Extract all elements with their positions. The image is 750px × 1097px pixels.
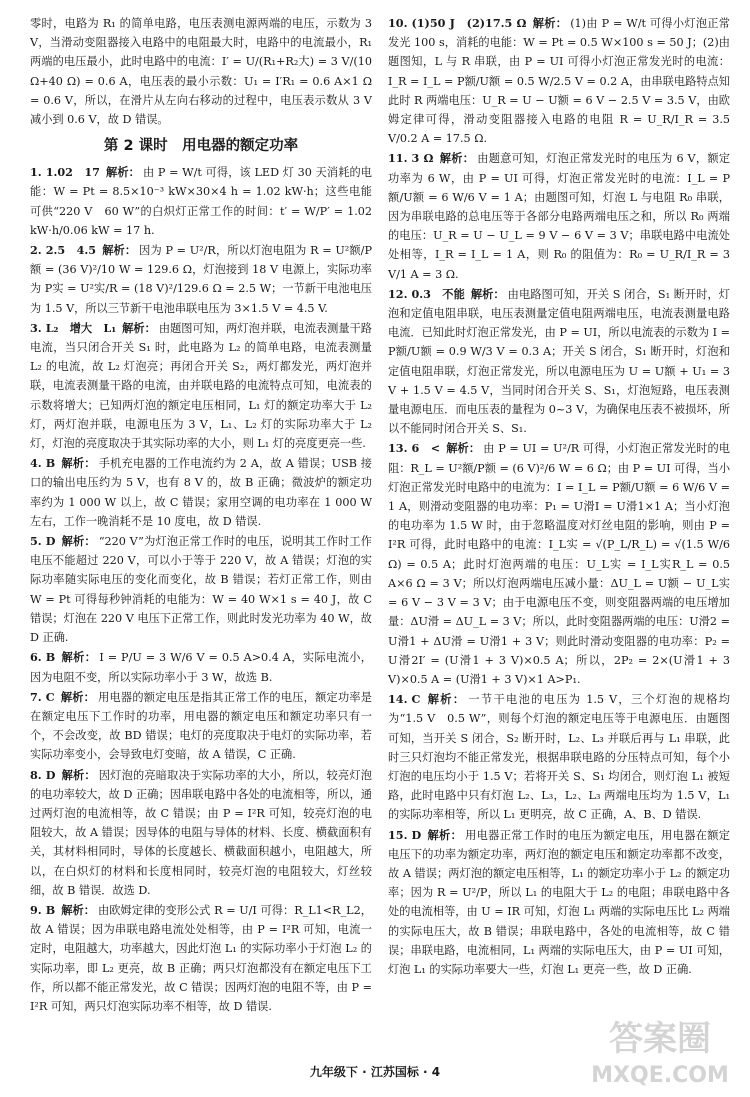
answer-key: 2.5 4.5 (45, 243, 97, 258)
analysis-text: “220 V”为灯泡正常工作时的电压，说明其工作时工作电压不能超过 220 V，可以小于等于 220 V，故 A 错误；灯泡的实际功率随实际电压的变化而变化，故 B 错误；若灯正常工作，则由 W = Pt 可得每秒钟消耗的电能为：W = 40 W×1 s = 40 J，故 C 错误；灯泡在 220 V 电压下正常工作，则此时发光功率为 40 W，故 D 正确. (30, 535, 372, 645)
question-number: 10. (388, 16, 408, 30)
watermark-top: 答案圈 (609, 1019, 711, 1059)
analysis-text: 零时，电路为 R₁ 的简单电路，电压表测电源两端的电压，示数为 3 V，当滑动变阻器接入电路中的电阻最大时，电路中的电流最小，R₁ 两端的电压最小，此时电路中的电流：I′ = U/(R₁+R₂大) = 3 V/(10 Ω+40 Ω) = 0.6 A，电压表的最小示数：U₁ = I′R₁ = 0.6 A×1 Ω = 0.6 V，所以，在滑片从左向右移动的过程中，电压表示数从 3 V 减小到 0.6 V，故 D 错误。 (30, 17, 372, 127)
analysis-text: 因灯泡的亮暗取决于实际功率的大小，所以，较亮灯泡的电功率较大，故 D 正确；因串联电路中各处的电流相等，所以，通过两灯泡的电流相等，故 C 错误；由 P = I²R 可知，较亮灯泡的电阻较大，故 A 错误；因导体的电阻与导体的材料、长度、横截面积有关，其材料相同时，导体的长度越长、横截面积越小，电阻越大，所以，在白炽灯的材料和长度相同时，较亮灯泡的电阻较大，灯丝较细，故 B 错误．故选 D. (30, 768, 372, 897)
answer-key: 3 Ω (411, 151, 434, 166)
question-number: 4. (30, 456, 42, 471)
analysis-text: 一节干电池的电压为 1.5 V，三个灯泡的规格均为“1.5 V 0.5 W”，则每个灯泡的额定电压等于电源电压．由题图可知，当开关 S 闭合，S₂ 断开时，L₂、L₃ 并联后再与 L₁ 串联，此时三只灯泡均不能正常发光，根据串联电路的分压特点可知，每个小灯泡的电压均小于 1.5 V；若将开关 S、S₁ 均闭合，则灯泡 L₁ 被短路，此时电路中只有灯泡 L₂、L₃，L₂、L₃ 两端电压均为 1.5 V，L₁ 的实际功率相等，所以 L₁ 更明亮，故 C 正确，A、B、D 错误. (388, 693, 730, 822)
answer-key: L₂ 增大 L₁ (45, 320, 117, 335)
question-number: 15. (388, 827, 408, 842)
analysis-label: 解析： (61, 902, 95, 917)
answer-item (30, 648, 372, 686)
analysis-label: 解析： (61, 767, 96, 782)
question-number: 7. (30, 689, 42, 704)
analysis-text: 由欧姆定律的变形公式 R = U/I 可得：R_L1<R_L2，故 A 错误；因为串联电路电流处处相等，由 P = I²R 可知，电流一定时，电阻越大，功率越大，因此灯泡 L₁ 的实际功率小于灯泡 L₂ 的实际功率，即 L₂ 更亮，故 B 正确；两只灯泡都没有在额定电压下工作，所以都不能正常发光，故 C 错误；因两灯泡的电阻不等，由 P = I²R 可知，两只灯泡实际功率不相等，故 D 错误. (30, 903, 372, 1013)
analysis-label: 解析： (60, 689, 96, 704)
analysis-label: 解析： (446, 441, 481, 456)
analysis-label: 解析： (61, 650, 97, 665)
question-number: 3. (30, 320, 42, 335)
answer-key: D (45, 767, 56, 782)
analysis-text: 由 P = UI = U²/R 可得，小灯泡正常发光时的电阻：R_L = U²额/P额 = (6 V)²/6 W = 6 Ω；由 P = UI 可得，当小灯泡正常发光时电路中的电流为：I = I_L = P额/U额 = 6 W/6 V = 1 A，则滑动变阻器的电功率：P₁ = U滑I = U滑1×1 A；当小灯泡的电功率为 1.5 W 时，由于忽略温度对灯丝电阻的影响，则由 P = I²R 可得，此时电路中的电流：I_L实 = √(P_L/R_L) = √(1.5 W/6 Ω) = 0.5 A；此时灯泡两端的电压：U_L实 = I_L实R_L = 0.5 A×6 Ω = 3 V；所以灯泡两端电压减小量：ΔU_L = U额 − U_L实 = 6 V − 3 V = 3 V；由于电源电压不变，则变阻器两端的电压增加量：ΔU滑 = ΔU_L = 3 V；所以，此时变阻器两端的电压：U滑2 = U滑1 + ΔU滑 = U滑1 + 3 V；则此时滑动变阻器的电功率：P₂ = U滑2I′ = (U滑1 + 3 V)×0.5 A；所以，2P₂ = 2×(U滑1 + 3 V)×0.5 A = (U滑1 + 3 V)×1 A>P₁. (388, 442, 731, 686)
page-footer: 九年级下 · 江苏国标 · 4 (309, 1065, 441, 1079)
answer-item (30, 688, 372, 765)
analysis-text: (1)由 P = W/t 可得小灯泡正常发光 100 s，消耗的电能：W = Pt = 0.5 W×100 s = 50 J；(2)由题图知，L 与 R 串联，由 P = UI 可得小灯泡正常发光时的电流：I_R = I_L = P额/U额 = 0.5 W/2.5 V = 0.2 A，由串联电路特点知此时 R 两端电压：U_R = U − U额 = 6 V − 2.5 V = 3.5 V，由欧姆定律可得，滑动变阻器接入电路的电阻 R = U_R/I_R = 3.5 V/0.2 A = 17.5 Ω. (388, 17, 730, 146)
analysis-label: 解析： (439, 151, 475, 166)
answer-item (30, 901, 372, 1016)
answer-item (30, 241, 372, 318)
answer-text (30, 14, 372, 129)
question-number: 8. (30, 767, 42, 782)
answer-key: D (45, 534, 56, 549)
question-number: 12. (388, 286, 408, 301)
analysis-text: 由题图可知，两灯泡并联，电流表测量干路电流，当只闭合开关 S₁ 时，此电路为 L₂ 的简单电路，电流表测量 L₂ 的电流，故 L₂ 灯泡亮；再闭合开关 S₂，两灯都发光，两灯泡并联，电流表测量干路的电流，由并联电路的电流特点可知，电流表的示数将增大；已知两灯泡的额定电压相同，L₁ 灯的额定功率大于 L₂ 灯，两灯泡并联，电源电压为 3 V，L₁、L₂ 灯的实际功率大于 L₂ 灯，灯泡的亮度取决于其实际功率的大小，则 L₁ 灯的亮度更亮一些. (30, 321, 372, 451)
answer-key: 6 < (411, 441, 441, 456)
analysis-label: 解析： (122, 320, 156, 335)
analysis-text: 由 P = W/t 可得，该 LED 灯 30 天消耗的电能：W = Pt = 8.5×10⁻³ kW×30×4 h = 1.02 kW·h；这些电能可供“220 V 60 W”的白炽灯正常工作的时间：t′ = W/P′ = 1.02 kW·h/0.06 kW = 17 h. (30, 166, 372, 237)
answer-key: (1)50 J (2)17.5 Ω (411, 16, 527, 30)
section-title: 第 2 课时 用电器的额定功率 (103, 138, 299, 155)
answer-item (388, 826, 730, 980)
answer-key: 1.02 17 (45, 165, 100, 180)
analysis-label: 解析： (427, 827, 463, 842)
answer-key: B (45, 902, 56, 917)
question-number: 2. (30, 243, 42, 258)
analysis-text: 因为 P = U²/R，所以灯泡电阻为 R = U²额/P额 = (36 V)²/10 W = 129.6 Ω，灯泡接到 18 V 电源上，实际功率为 P实 = U²实/R = (18 V)²/129.6 Ω = 2.5 W；一节新干电池电压为 1.5 V，所以三节新干电池串联电压为 3×1.5 V = 4.5 V. (30, 244, 372, 315)
question-number: 11. (388, 151, 408, 166)
question-number: 13. (388, 441, 408, 456)
analysis-label: 解析： (470, 286, 505, 301)
question-number: 1. (30, 165, 42, 180)
answer-item (30, 163, 372, 240)
question-number: 14. (388, 692, 408, 707)
answer-item (388, 690, 730, 824)
answer-item (30, 319, 372, 453)
analysis-text: 手机充电器的工作电流约为 2 A，故 A 错误；USB 接口的输出电压约为 5 V，也有 8 V 的，故 B 正确；微波炉的额定功率约为 1 000 W 以上，故 C 错误；家用空调的电功率在 1 000 W 左右，工作一晚消耗不是 10 度电，故 D 错误. (30, 457, 372, 528)
analysis-label: 解析： (105, 165, 140, 180)
answer-key: B (45, 456, 56, 471)
answer-item (388, 149, 730, 283)
answer-key: C (411, 692, 421, 707)
answer-item (30, 454, 372, 531)
analysis-text: 由题意可知，灯泡正常发光时的电压为 6 V，额定功率为 6 W，由 P = UI 可得，灯泡正常发光时的电流：I_L = P额/U额 = 6 W/6 V = 1 A；由题图可知，灯泡 L 与电阻 R₀ 串联，因为串联电路的总电压等于各部分电路两端电压之和，所以 R₀ 两端的电压：U_R = U − U_L = 9 V − 6 V = 3 V；串联电路中电流处处相等，I_R = I_L = 1 A，则 R₀ 的阻值为：R₀ = U_R/I_R = 3 V/1 A = 3 Ω. (388, 152, 731, 281)
answer-item (388, 14, 730, 148)
answer-item (30, 766, 372, 900)
answer-item (388, 439, 730, 689)
analysis-label: 解析： (532, 16, 568, 30)
analysis-text: 用电器正常工作时的电压为额定电压，用电器在额定电压下的功率为额定功率，两灯泡的额定电压和额定功率都不改变，故 A 错误；两灯泡的额定电压相等，L₁ 的额定功率小于 L₂ 的额定功率；因为 R = U²/P，所以 L₁ 的电阻大于 L₂ 的电阻；串联电路中各处的电流相等，由 U = IR 可知，灯泡 L₁ 两端的实际电压比 L₂ 两端的实际电压大，故 B 错误；串联电路中，各处的电流相等，故 C 错误；串联电路，电流相同，L₁ 两端的实际电压大，由 P = UI 可知，灯泡 L₁ 的实际功率要大一些，灯泡 L₁ 更亮一些，故 D 正确. (388, 828, 730, 976)
question-number: 6. (30, 650, 42, 665)
answer-item (388, 285, 730, 439)
analysis-text: 用电器的额定电压是指其正常工作的电压，额定功率是在额定电压下工作时的功率，用电器的额定电压和额定功率只有一个，不会改变，故 BD 错误；电灯的亮度取决于电灯的实际功率，若实际功率变小，会导致电灯变暗，故 A 错误，C 正确. (30, 690, 372, 762)
answer-key: B (45, 650, 56, 665)
left-column (30, 14, 372, 1017)
analysis-text: I = P/U = 3 W/6 V = 0.5 A>0.4 A，实际电流小，因为电阻不变，所以实际功率小于 3 W，故选 B. (30, 651, 372, 684)
answer-key: C (45, 689, 55, 704)
answer-key: 0.3 不能 (411, 286, 465, 301)
question-number: 9. (30, 902, 42, 917)
analysis-label: 解析： (426, 692, 466, 707)
analysis-label: 解析： (61, 456, 96, 471)
watermark-bottom: MXQE.COM (591, 1063, 729, 1088)
watermark-logo (590, 1010, 730, 1092)
answer-key: D (411, 827, 422, 842)
right-column (388, 14, 730, 980)
question-number: 5. (30, 534, 42, 549)
analysis-label: 解析： (102, 243, 137, 258)
analysis-text: 由电路图可知，开关 S 闭合，S₁ 断开时，灯泡和定值电阻串联，电压表测量定值电阻两端电压，电流表测量电路电流．已知此时灯泡正常发光，由 P = UI，所以电流表的示数为 I = P额/U额 = 0.9 W/3 V = 0.3 A；开关 S 闭合，S₁ 断开时，灯泡和定值电阻串联，灯泡正常发光，所以电源电压为 U = U额 + U₁ = 3 V + 1.5 V = 4.5 V，当同时闭合开关 S、S₁，灯泡短路，电压表测量电源电压．而电压表的量程为 0~3 V，为确保电压表不被损坏，所以不能同时闭合开关 S、S₁. (388, 287, 731, 436)
answer-item (30, 532, 372, 647)
analysis-label: 解析： (61, 534, 96, 549)
